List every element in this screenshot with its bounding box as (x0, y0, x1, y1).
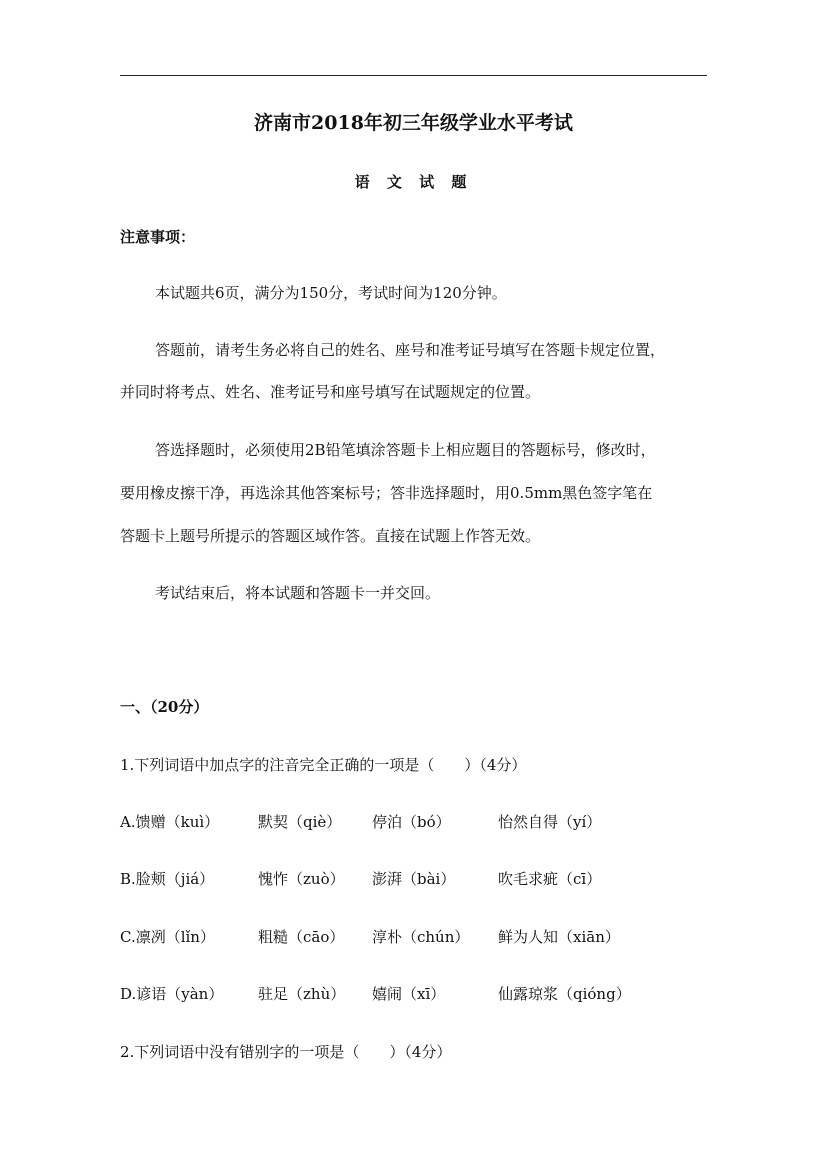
option-c-word-4: 鲜为人知（xiān） (498, 928, 620, 946)
question-2-stem: 2.下列词语中没有错别字的一项是（ ）（4分） (120, 1043, 452, 1061)
exam-title: 济南市2018年初三年级学业水平考试 (254, 112, 573, 134)
option-b-word-2: 愧怍（zuò） (258, 870, 345, 888)
option-d-word-2: 驻足（zhù） (258, 985, 346, 1003)
notice-paragraph-3-line-3: 答题卡上题号所提示的答题区域作答。直接在试题上作答无效。 (120, 527, 541, 545)
option-c-word-1: C.凛冽（lǐn） (120, 928, 215, 946)
notice-paragraph-1: 本试题共6页，满分为150分，考试时间为120分钟。 (155, 284, 507, 302)
notice-paragraph-3-line-2: 要用橡皮擦干净，再选涂其他答案标号；答非选择题时，用0.5mm黑色签字笔在 (120, 484, 653, 502)
header-rule (120, 75, 707, 76)
notice-paragraph-3-line-1: 答选择题时，必须使用2B铅笔填涂答题卡上相应题目的答题标号，修改时， (155, 441, 656, 459)
exam-subtitle: 语 文 试 题 (354, 173, 473, 191)
option-c-word-3: 淳朴（chún） (372, 928, 470, 946)
option-a-word-1: A.馈赠（kuì） (120, 813, 220, 831)
notice-paragraph-2-line-2: 并同时将考点、姓名、准考证号和座号填写在试题规定的位置。 (120, 383, 541, 401)
option-b-word-3: 澎湃（bài） (372, 870, 456, 888)
option-d-word-3: 嬉闹（xī） (372, 985, 446, 1003)
option-b-word-4: 吹毛求疵（cī） (498, 870, 602, 888)
option-d-word-4: 仙露琼浆（qióng） (498, 985, 631, 1003)
option-d-word-1: D.谚语（yàn） (120, 985, 224, 1003)
option-c-word-2: 粗糙（cāo） (258, 928, 345, 946)
notice-heading: 注意事项： (120, 228, 196, 246)
notice-paragraph-4: 考试结束后，将本试题和答题卡一并交回。 (155, 584, 441, 602)
option-a-word-3: 停泊（bó） (372, 813, 451, 831)
option-a-word-4: 怡然自得（yí） (498, 813, 602, 831)
notice-paragraph-2-line-1: 答题前，请考生务必将自己的姓名、座号和准考证号填写在答题卡规定位置， (155, 341, 666, 359)
option-b-word-1: B.脸颊（jiá） (120, 870, 215, 888)
question-1-stem: 1.下列词语中加点字的注音完全正确的一项是（ ）（4分） (120, 756, 527, 774)
section-1-heading: 一、（20分） (120, 698, 209, 716)
option-a-word-2: 默契（qiè） (258, 813, 342, 831)
